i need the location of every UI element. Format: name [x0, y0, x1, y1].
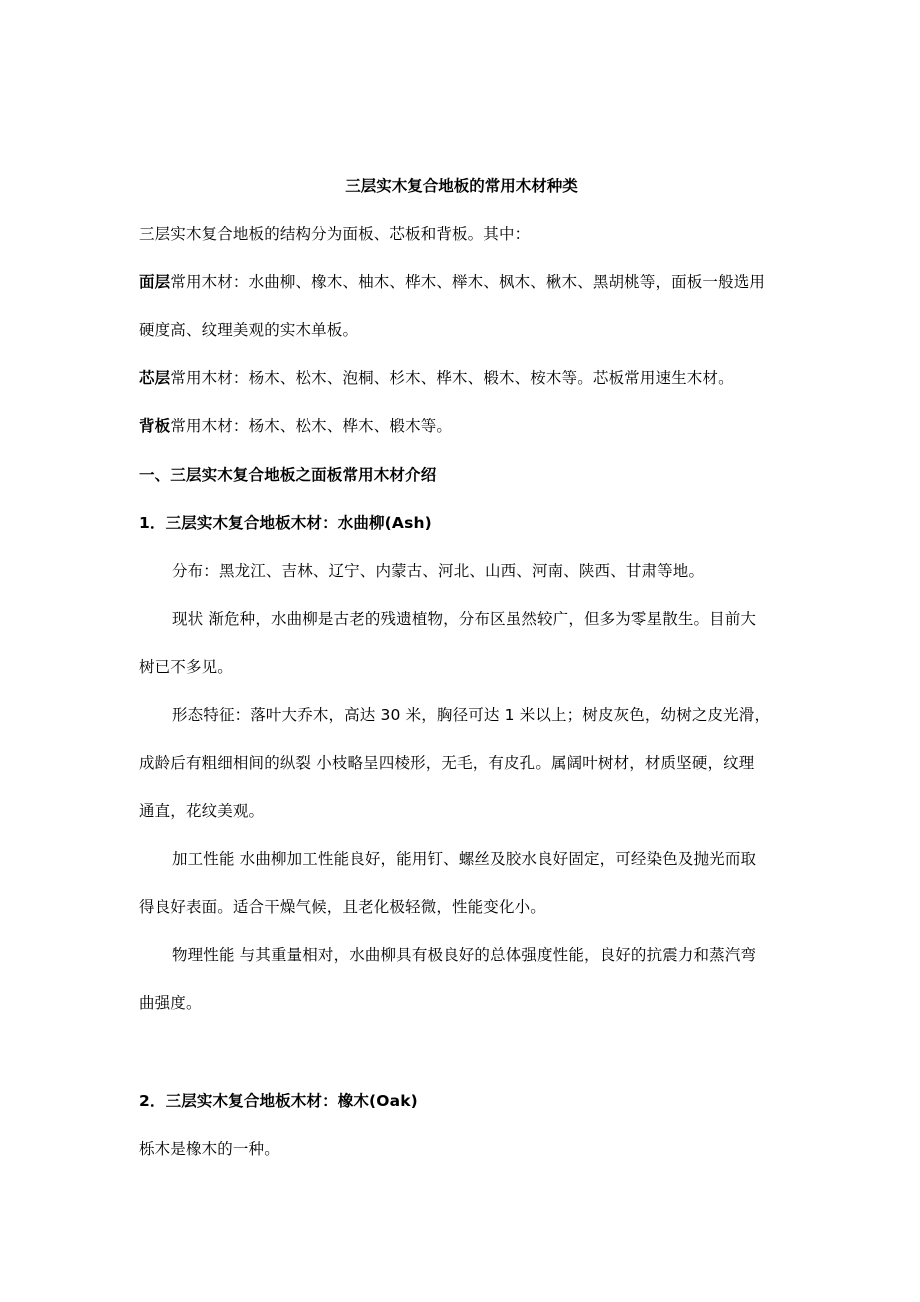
item1-status-line2: 树已不多见。	[139, 658, 233, 676]
item2-note: 栎木是橡木的一种。	[139, 1140, 280, 1158]
item1-physical-line2: 曲强度。	[139, 994, 202, 1012]
back-layer-paragraph	[139, 416, 452, 436]
item1-morph-line2: 成龄后有粗细相间的纵裂 小枝略呈四棱形，无毛，有皮孔。属阔叶树材，材质坚硬，纹理	[139, 754, 755, 772]
item1-status-line1: 现状 渐危种，水曲柳是古老的残遗植物，分布区虽然较广，但多为零星散生。目前大	[172, 610, 757, 628]
item1-morph-line1: 形态特征：落叶大乔木，高达 30 米，胸径可达 1 米以上；树皮灰色，幼树之皮光滑，	[172, 706, 771, 724]
back-layer-label: 背板	[139, 417, 171, 435]
core-layer-text: 常用木材：杨木、松木、泡桐、杉木、桦木、椴木、桉木等。芯板常用速生木材。	[170, 369, 734, 387]
item1-process-line2: 得良好表面。适合干燥气候，且老化极轻微，性能变化小。	[139, 898, 546, 916]
core-layer-paragraph	[139, 368, 734, 388]
face-layer-text: 常用木材：水曲柳、橡木、柚木、桦木、榉木、枫木、楸木、黑胡桃等，面板一般选用	[170, 273, 766, 291]
item2-heading: 2．三层实木复合地板木材：橡木(Oak)	[139, 1092, 418, 1110]
face-layer-text-cont: 硬度高、纹理美观的实木单板。	[139, 321, 359, 339]
item1-heading: 1．三层实木复合地板木材：水曲柳(Ash)	[139, 514, 432, 532]
item1-distribution: 分布：黑龙江、吉林、辽宁、内蒙古、河北、山西、河南、陕西、甘肃等地。	[172, 562, 705, 580]
core-layer-label: 芯层	[139, 369, 171, 387]
item1-physical-line1: 物理性能 与其重量相对，水曲柳具有极良好的总体强度性能，良好的抗震力和蒸汽弯	[172, 946, 757, 964]
item1-process-line1: 加工性能 水曲柳加工性能良好，能用钉、螺丝及胶水良好固定，可经染色及抛光而取	[172, 850, 757, 868]
back-layer-text: 常用木材：杨木、松木、桦木、椴木等。	[170, 417, 453, 435]
intro-paragraph: 三层实木复合地板的结构分为面板、芯板和背板。其中：	[139, 225, 531, 243]
face-layer-label: 面层	[139, 273, 171, 291]
item1-morph-line3: 通直，花纹美观。	[139, 802, 265, 820]
face-layer-paragraph	[139, 272, 765, 292]
section1-heading: 一、三层实木复合地板之面板常用木材介绍	[139, 466, 437, 484]
document-title: 三层实木复合地板的常用木材种类	[345, 177, 578, 195]
